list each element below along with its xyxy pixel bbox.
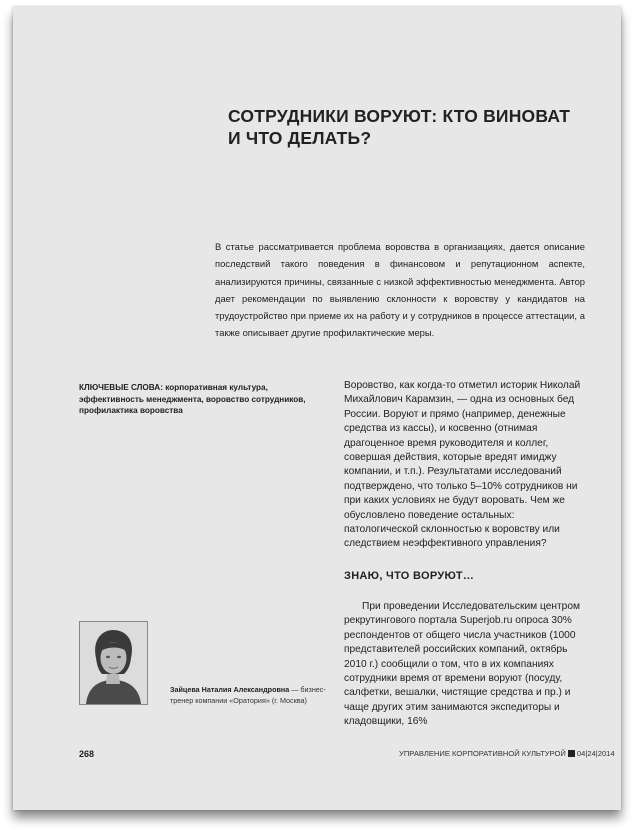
keywords-label: КЛЮЧЕВЫЕ СЛОВА: [79,383,163,392]
author-name: Зайцева Наталия Александровна [170,685,290,694]
article-title-line-2: И ЧТО ДЕЛАТЬ? [228,128,372,148]
journal-issue: 04|24|2014 [576,749,615,758]
body-paragraph-1: Воровство, как когда-то отметил историк Николай Михайлович Карамзин, — одна из основных бед России. Воруют и прямо (например, денежные средства из кассы), и косвенно (отнимая драгоценное время руководителя и коллег, совершая действия, которые вредят имиджу компании, и т.п.). Результатами исследований подтверждено, что только 5–10% сотрудников ни при каких условиях не будут воровать. Чем же обусловлено поведение остальных: патологической склонностью к воровству или следствием неэффективного управления? [344,380,581,550]
section-heading: ЗНАЮ, ЧТО ВОРУЮТ… [344,570,475,582]
author-photo [79,621,148,705]
square-bullet-icon [568,750,575,757]
article-title-line-1: СОТРУДНИКИ ВОРУЮТ: КТО ВИНОВАТ [228,106,571,126]
page-number: 268 [79,749,95,759]
article-title [228,105,588,149]
body-paragraph-2: При проведении Исследовательским центром рекрутингового портала Superjob.ru опроса 30% респондентов от общего числа участников (1000 представителей российских компаний, октябрь 2010 г.) сообщили о том, что в их компаниях сотрудники время от времени воруют (посуду, салфетки, вешалки, чистящие средства и пр.) и чаще других этим занимаются экспедиторы и кладовщики, 16% [344,601,581,728]
author-role: — бизнес-тренер компании «Оратория» (г. Москва) [170,685,326,705]
author-portrait-icon [80,622,147,704]
keywords-block [79,382,331,417]
article-abstract: В статье рассматривается проблема воровства в организациях, дается описание последствий такого поведения в финансовом и репутационном аспекте, анализируются причины, связанные с низкой эффективностью менеджмента. Автор дает рекомендации по выявлению склонности к воровству у кандидатов на трудоустройство при приеме их на работу и у сотрудников в процессе аттестации, а также описывает другие профилактические меры. [215,241,585,339]
author-caption [170,685,330,706]
keywords-list: корпоративная культура, эффективность менеджмента, воровство сотрудников, профилактика воровства [79,383,306,415]
journal-footer [399,749,615,758]
journal-name: УПРАВЛЕНИЕ КОРПОРАТИВНОЙ КУЛЬТУРОЙ [399,749,566,758]
